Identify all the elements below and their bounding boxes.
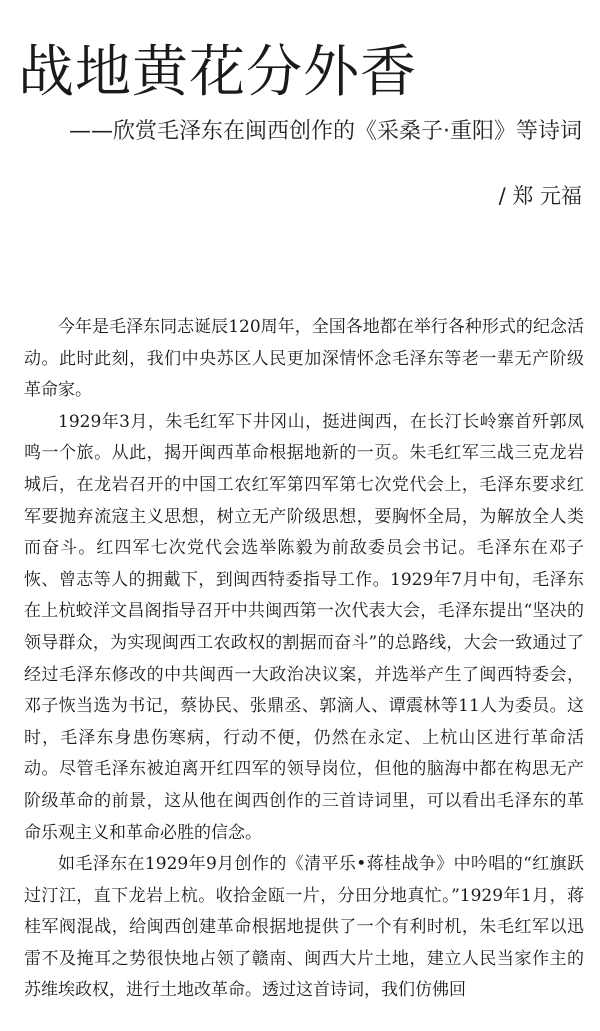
body-paragraph: 今年是毛泽东同志诞辰120周年，全国各地都在举行各种形式的纪念活动。此时此刻，我们中央苏区人民更加深情怀念毛泽东等老一辈无产阶级革命家。 bbox=[24, 317, 584, 401]
article-title: 战地黄花分外香 bbox=[18, 39, 417, 105]
article-subtitle: ——欣赏毛泽东在闽西创作的《采桑子·重阳》等诗词 bbox=[69, 119, 582, 144]
body-paragraph: 1929年3月，朱毛红军下井冈山，挺进闽西，在长汀长岭寨首歼郭凤鸣一个旅。从此，揭开闽西革命根据地新的一页。朱毛红军三战三克龙岩城后，在龙岩召开的中国工农红军第四军第七次党代会上，毛泽东要求红军要抛弃流寇主义思想，树立无产阶级思想，要胸怀全局，为解放全人类而奋斗。红四军七次党代会选举陈毅为前敌委员会书记。毛泽东在邓子恢、曾志等人的拥戴下，到闽西特委指导工作。1929年7月中旬，毛泽东在上杭蛟洋文昌阁指导召开中共闽西第一次代表大会，毛泽东提出“坚决的领导群众，为实现闽西工农政权的割据而奋斗”的总路线，大会一致通过了经过毛泽东修改的中共闽西一大政治决议案，并选举产生了闽西特委会，邓子恢当选为书记，蔡协民、张鼎丞、郭滴人、谭震林等11人为委员。这时，毛泽东身患伤寒病，行动不便，仍然在永定、上杭山区进行革命活动。尽管毛泽东被迫离开红四军的领导岗位，但他的脑海中都在构思无产阶级革命的前景，这从他在闽西创作的三首诗词里，可以看出毛泽东的革命乐观主义和革命必胜的信念。 bbox=[24, 411, 584, 843]
body-paragraph: 如毛泽东在1929年9月创作的《清平乐•蒋桂战争》中吟唱的“红旗跃过汀江，直下龙岩上杭。收拾金瓯一片，分田分地真忙。”1929年1月，蒋桂军阀混战，给闽西创建革命根据地提供了一个有利时机，朱毛红军以迅雷不及掩耳之势很快地占领了赣南、闽西大片土地，建立人民当家作主的苏维埃政权，进行土地改革命。透过这首诗词，我们仿佛回 bbox=[24, 854, 584, 1001]
author-byline: / 郑 元福 bbox=[498, 184, 582, 208]
article-body bbox=[24, 312, 584, 1007]
